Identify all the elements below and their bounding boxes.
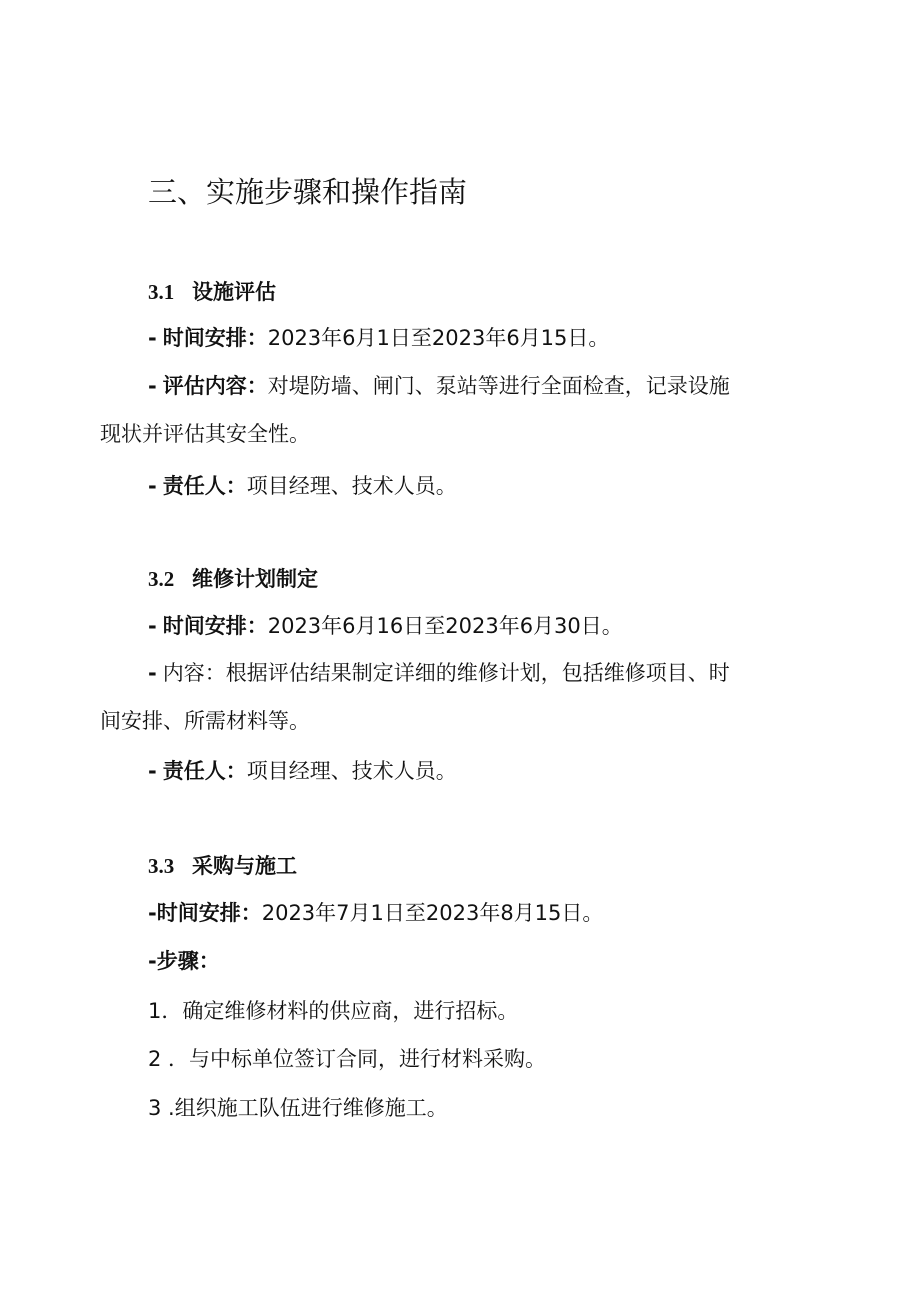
s2-content-line-cont [100,705,780,737]
step-item-3 [148,1092,828,1124]
bullet-dash: - [148,326,157,350]
time-value: 2023年6月1日至2023年6月15日。 [267,326,610,350]
subsection-title: 采购与施工 [192,854,297,878]
owner-label: 责任人： [162,759,247,783]
s3-steps-line [148,945,828,977]
content-value: 内容：根据评估结果制定详细的维修计划，包括维修项目、时 [162,661,730,685]
content-value-cont: 现状并评估其安全性。 [100,422,310,446]
step-item-2 [148,1043,828,1075]
bullet-dash: - [148,374,157,398]
bullet-dash: - [148,759,157,783]
s1-owner-line [148,470,828,502]
owner-label: 责任人： [162,474,247,498]
content-label: 评估内容： [162,374,268,398]
subsection-title: 维修计划制定 [192,567,318,591]
owner-value: 项目经理、技术人员。 [246,759,457,783]
s1-content-line-cont [100,418,780,450]
subsection-number: 3.1 [148,280,175,304]
section-title: 三、实施步骤和操作指南 [148,175,468,209]
subsection-heading-3-2 [148,563,318,595]
steps-label: 步骤： [156,949,220,973]
s2-time-line [148,610,828,642]
subsection-number: 3.3 [148,854,175,878]
time-label: 时间安排： [162,614,268,638]
bullet-dash: - [148,474,157,498]
subsection-heading-3-1 [148,276,276,308]
bullet-dash: - [148,661,157,685]
step-item-1 [148,995,828,1027]
s2-content-line [148,657,828,689]
time-value: 2023年6月16日至2023年6月30日。 [267,614,623,638]
time-value: 2023年7月1日至2023年8月15日。 [261,901,604,925]
s1-content-line [148,370,828,402]
time-label: 时间安排： [162,326,268,350]
bullet-dash: - [148,949,157,973]
step-text: 2 ．与中标单位签订合同，进行材料采购。 [148,1047,547,1071]
step-text: 3 .组织施工队伍进行维修施工。 [148,1096,448,1120]
s1-time-line [148,322,828,354]
content-value: 对堤防墙、闸门、泵站等进行全面检查，记录设施 [267,374,730,398]
time-label: 时间安排： [156,901,262,925]
bullet-dash: - [148,614,157,638]
owner-value: 项目经理、技术人员。 [246,474,457,498]
subsection-title: 设施评估 [192,280,276,304]
s3-time-line [148,897,828,929]
content-value-cont: 间安排、所需材料等。 [100,709,310,733]
subsection-number: 3.2 [148,567,175,591]
subsection-heading-3-3 [148,850,297,882]
bullet-dash: - [148,901,157,925]
s2-owner-line [148,755,828,787]
step-text: 1．确定维修材料的供应商，进行招标。 [148,999,519,1023]
